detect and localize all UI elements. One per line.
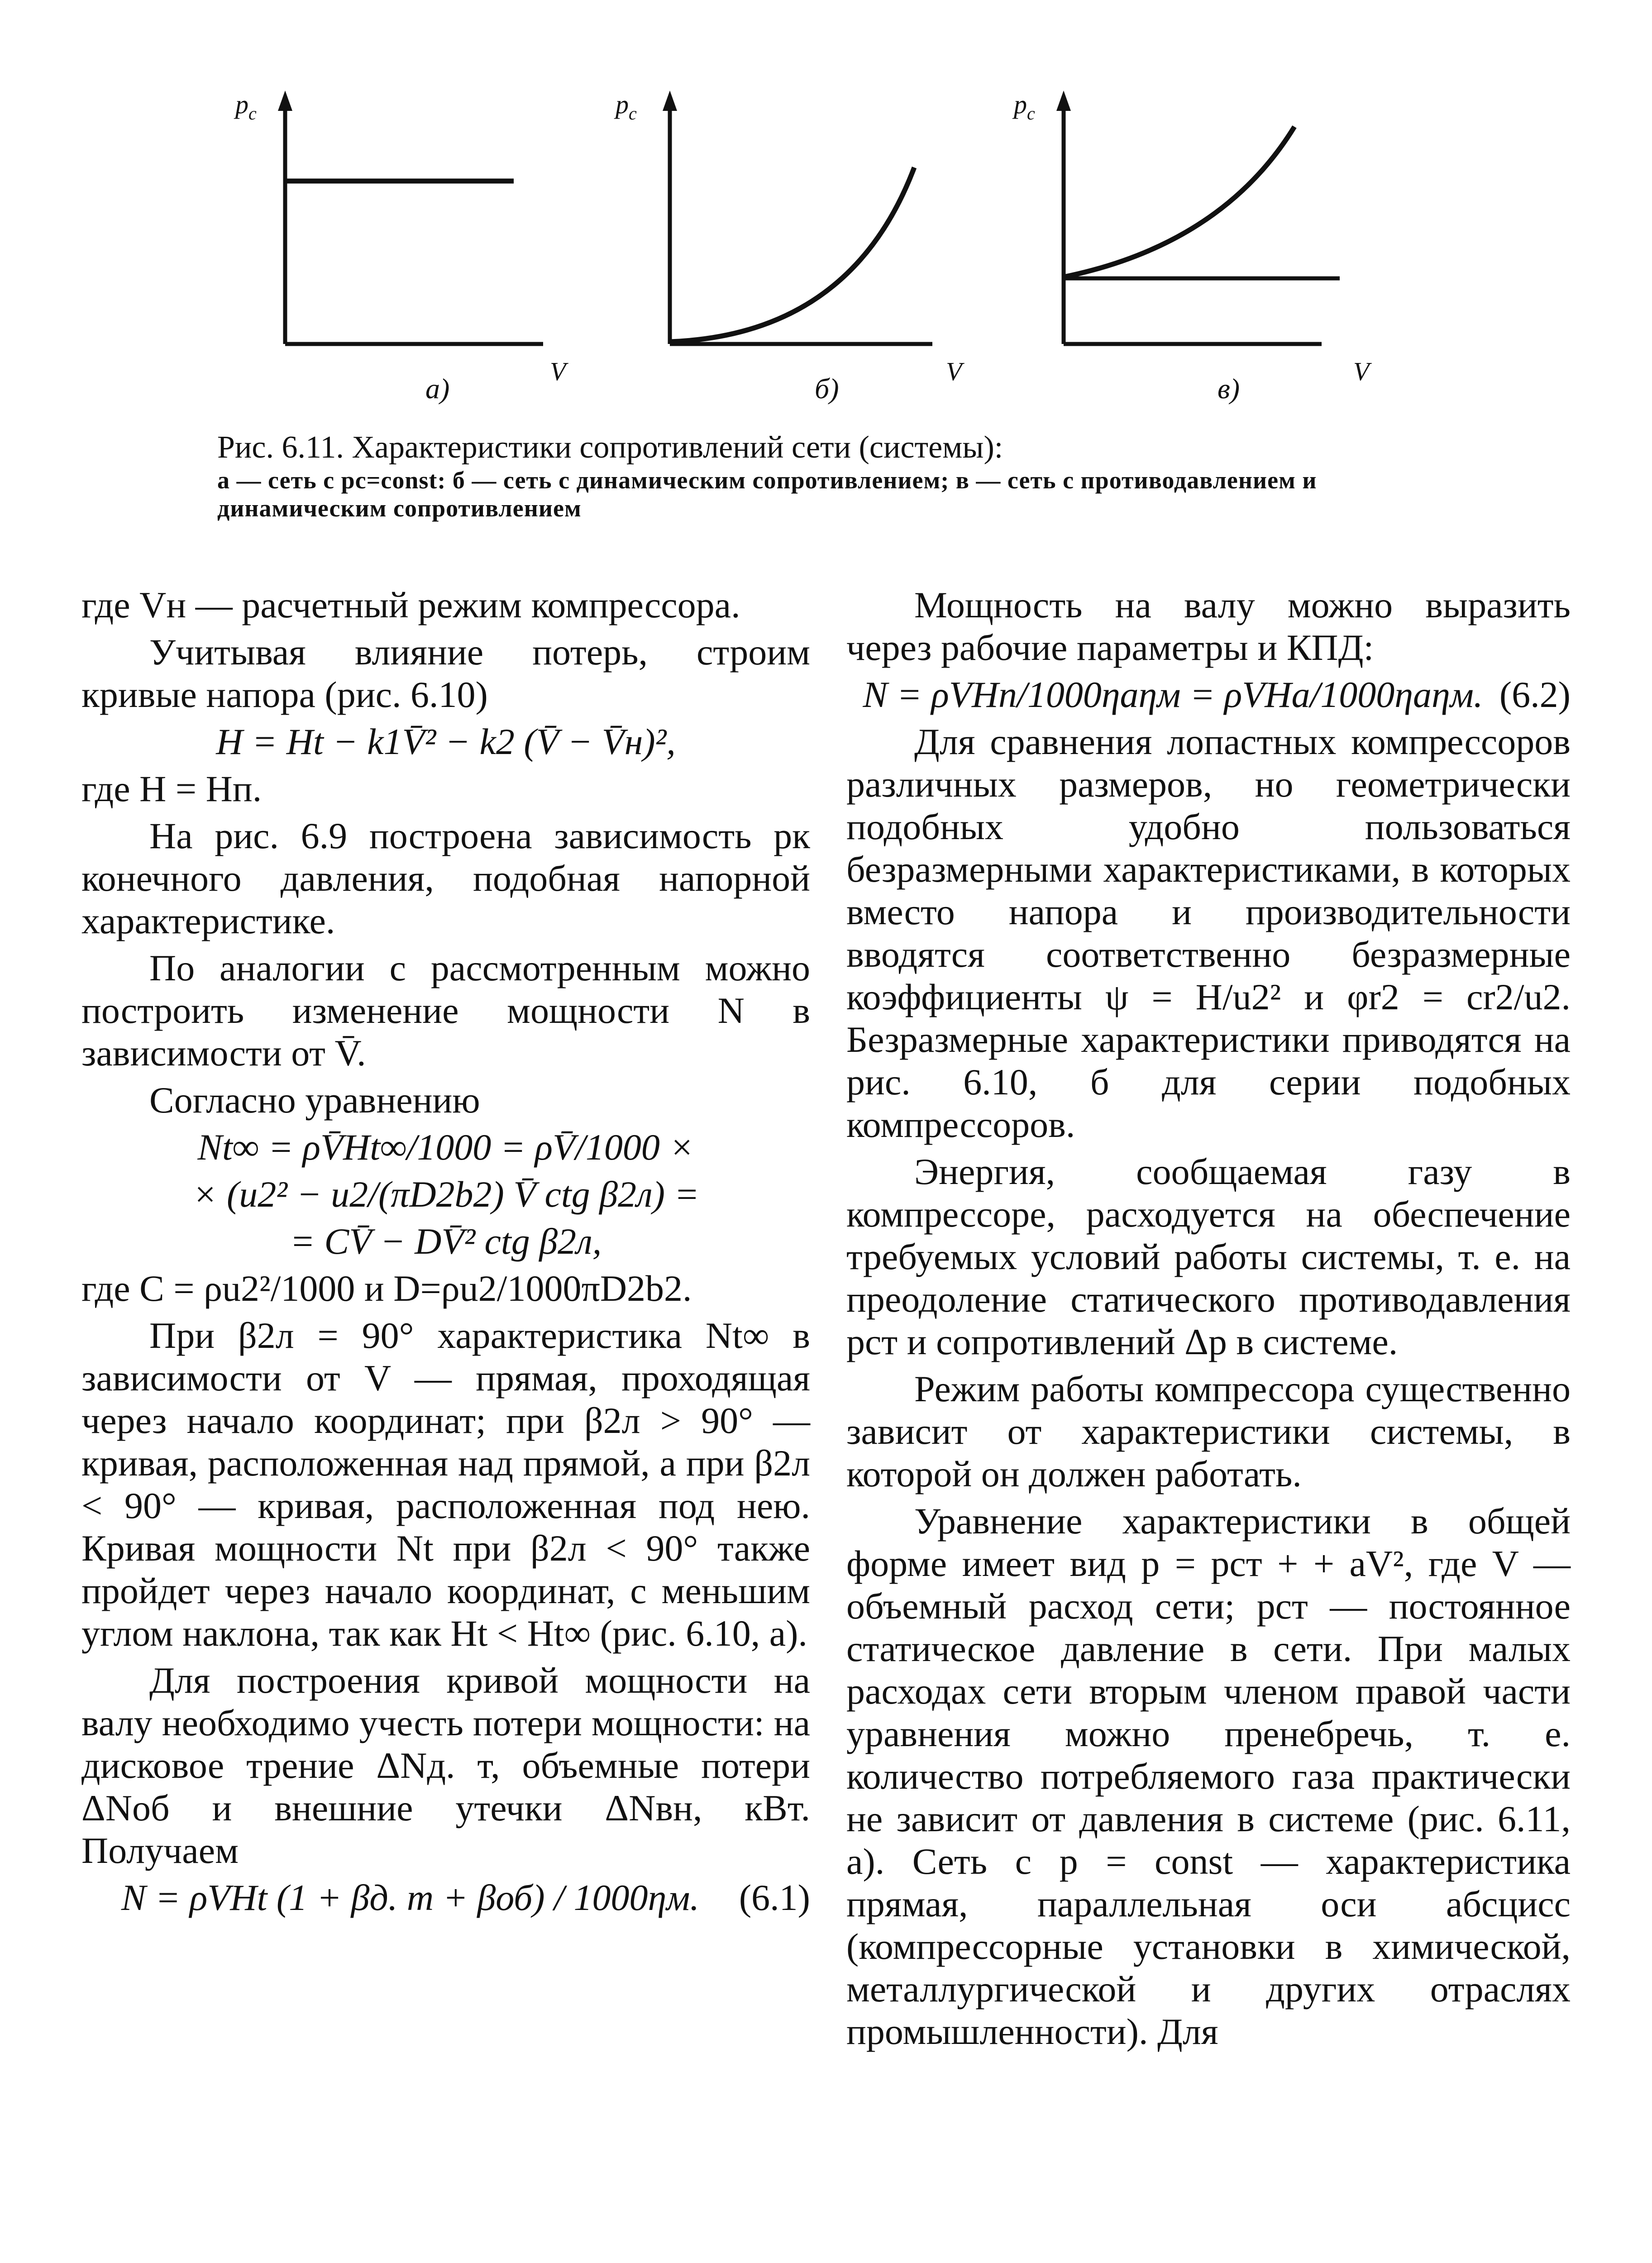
paragraph: где H = Hп. <box>81 768 262 809</box>
left-column <box>81 584 810 1924</box>
paragraph: По аналогии с рассмотренным можно построить изменение мощности N в зависимости от V̄. <box>81 947 810 1074</box>
paragraph: На рис. 6.9 построена зависимость pк конечного давления, подобная напорной характеристике. <box>81 815 810 941</box>
figure-caption <box>217 429 1439 522</box>
equation-power-1: Nt∞ = ρV̄Ht∞/1000 = ρV̄/1000 × <box>197 1127 694 1168</box>
paragraph: где Vн — расчетный режим компрессора. <box>81 584 740 625</box>
y-arrow-a <box>278 91 292 111</box>
equation-6-2-body: N = ρVHп/1000ηаηм = ρVHа/1000ηаηм. <box>863 674 1483 715</box>
caption-title: Рис. 6.11. Характеристики сопротивлений сети (системы): <box>217 430 1003 465</box>
equation-6-1 <box>81 1876 810 1919</box>
paragraph: Для построения кривой мощности на валу необходимо учесть потери мощности: на дисковое трение ΔNд. т, объемные потери ΔNоб и внешние утечки ΔNвн, кВт. Получаем <box>81 1660 810 1871</box>
sublabel-b: б) <box>815 372 839 405</box>
equation-6-1-body: N = ρVHt (1 + βд. т + βоб) / 1000ηм. <box>121 1877 699 1918</box>
ylabel-a: $p_c$ <box>235 90 257 124</box>
figure-svg <box>0 0 1652 453</box>
equation-6-2 <box>846 673 1571 716</box>
equation-power-2: × (u2² − u2/(πD2b2) V̄ ctg β2л) = <box>192 1174 699 1215</box>
equation-power-3: = CV̄ − DV̄² ctg β2л, <box>290 1221 602 1262</box>
equation-number: (6.2) <box>1499 674 1571 715</box>
paragraph: Для сравнения лопастных компрессоров различных размеров, но геометрически подобных удобно пользоваться безразмерными характеристиками, в которых вместо напора и производительности вводятся соответственно безразмерные коэффициенты ψ = H/u2² и φr2 = cr2/u2. Безразмерные характеристики приводятся на рис. 6.10, б для серии подобных компрессоров. <box>846 721 1571 1145</box>
paragraph: Энергия, сообщаемая газу в компрессоре, расходуется на обеспечение требуемых условий работы системы, т. е. на преодоление статического противодавления pст и сопротивлений Δp в системе. <box>846 1151 1571 1362</box>
paragraph: Режим работы компрессора существенно зависит от характеристики системы, в которой он должен работать. <box>846 1368 1571 1494</box>
y-arrow-c <box>1056 91 1071 111</box>
sublabel-c: в) <box>1218 372 1240 405</box>
caption-body: а — сеть с pc=const: б — сеть с динамическим сопротивлением; в — сеть с противодавлением и динамическим сопротивлением <box>217 467 1317 522</box>
xlabel-c: V <box>1353 357 1370 386</box>
paragraph: Согласно уравнению <box>149 1079 480 1121</box>
sublabel-a: а) <box>425 372 450 405</box>
subplot-a <box>234 90 569 405</box>
paragraph: При β2л = 90° характеристика Nt∞ в зависимости от V — прямая, проходящая через начало координат; при β2л > 90° — кривая, расположенная над прямой, а при β2л < 90° — кривая, расположенная под нею. Кривая мощности Nt при β2л < 90° также пройдет через начало координат, с меньшим углом наклона, так как Ht < Ht∞ (рис. 6.10, а). <box>81 1315 810 1654</box>
paragraph: Уравнение характеристики в общей форме имеет вид p = pст + + aV², где V — объемный расход сети; pст — постоянное статическое давление в сети. При малых расходах сети вторым членом правой части уравнения можно пренебречь, т. е. количество потребляемого газа практически не зависит от давления в системе (рис. 6.11, а). Сеть с p = const — характеристика прямая, параллельная оси абсцисс (компрессорные установки в химической, металлургической и других отраслях промышленности). Для <box>846 1500 1571 2052</box>
subplot-b <box>614 90 965 405</box>
paragraph: Учитывая влияние потерь, строим кривые напора (рис. 6.10) <box>81 631 810 715</box>
figure-6-11 <box>0 0 1652 453</box>
curve-c <box>1064 127 1294 277</box>
ylabel-c: $p_c$ <box>1014 90 1035 124</box>
xlabel-a: V <box>550 357 566 386</box>
xlabel-b: V <box>946 357 962 386</box>
equation-head: H = Ht − k1V̄² − k2 (V̄ − V̄н)², <box>216 721 676 762</box>
paragraph: Мощность на валу можно выразить через рабочие параметры и КПД: <box>846 584 1571 668</box>
equation-number: (6.1) <box>739 1877 810 1918</box>
ylabel-b: $p_c$ <box>616 90 637 124</box>
y-arrow-b <box>663 91 677 111</box>
paragraph: где C = ρu2²/1000 и D=ρu2/1000πD2b2. <box>81 1268 692 1309</box>
curve-b <box>670 167 914 342</box>
right-column <box>846 584 1571 2058</box>
subplot-c <box>1012 90 1372 405</box>
